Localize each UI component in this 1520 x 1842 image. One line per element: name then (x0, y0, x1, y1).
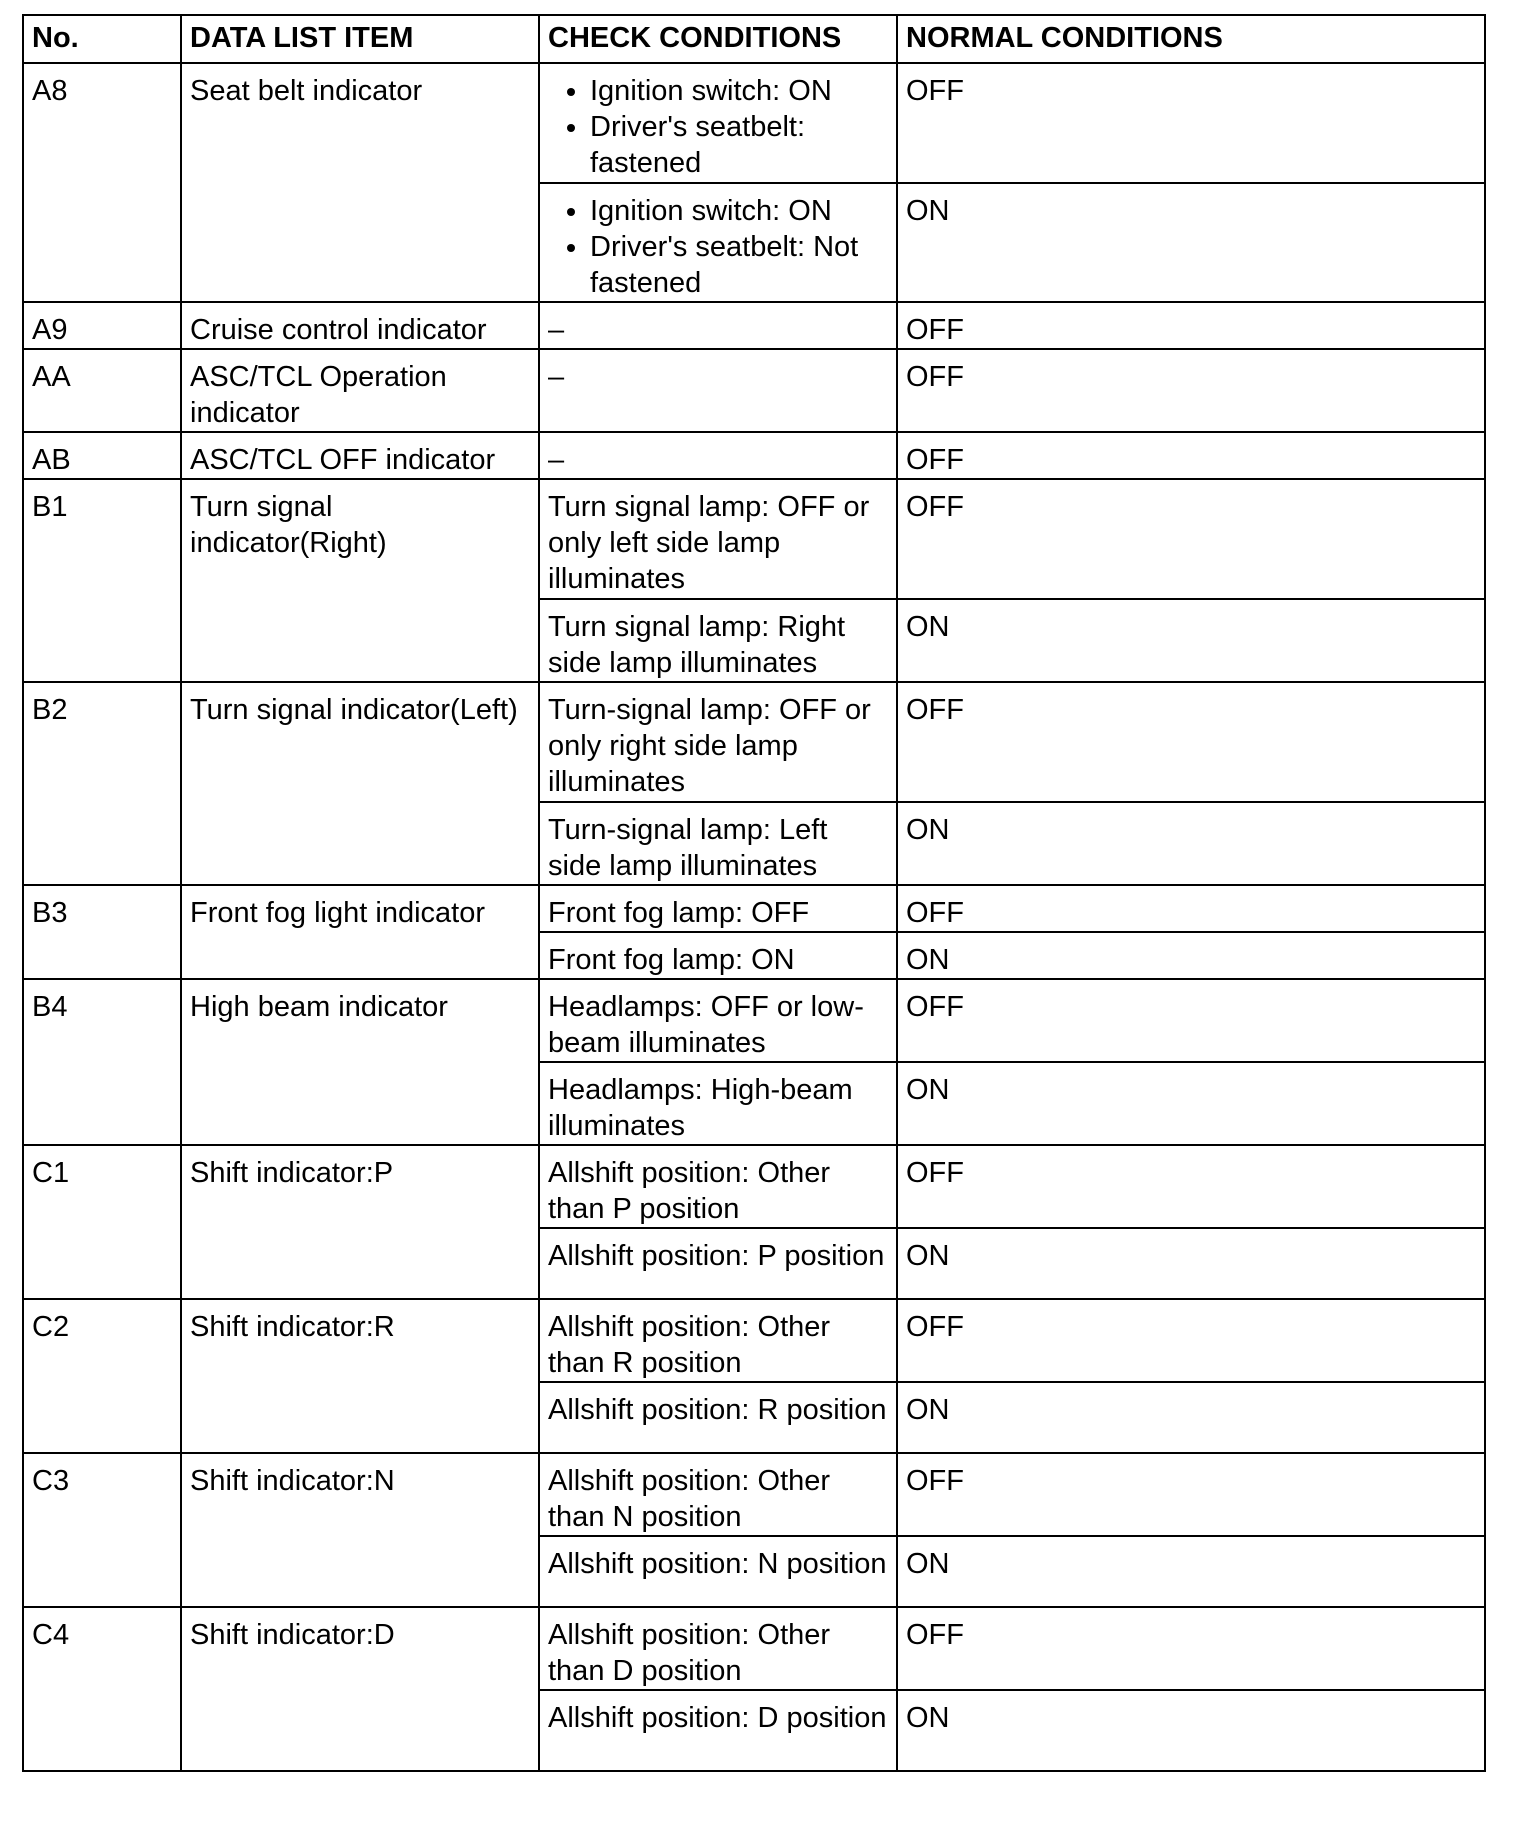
table-row (23, 1607, 1485, 1690)
cell-no: B1 (23, 479, 181, 682)
cell-check-condition: Front fog lamp: OFF (539, 885, 897, 932)
cell-no: AA (23, 349, 181, 432)
cell-check-condition: Turn signal lamp: OFF or only left side lamp illuminates (539, 479, 897, 599)
check-condition-list (548, 73, 888, 181)
cell-normal-condition: OFF (897, 63, 1485, 183)
cell-normal-condition: ON (897, 183, 1485, 302)
cell-check-condition: Allshift position: R position (539, 1382, 897, 1453)
cell-normal-condition: ON (897, 932, 1485, 979)
table-row (23, 302, 1485, 349)
table-row (23, 1145, 1485, 1228)
cell-normal-condition: OFF (897, 1145, 1485, 1228)
table-body (23, 63, 1485, 1771)
table-row (23, 1453, 1485, 1536)
cell-normal-condition: ON (897, 1536, 1485, 1607)
cell-data-list-item: Turn signal indicator(Right) (181, 479, 539, 682)
cell-normal-condition: ON (897, 802, 1485, 885)
cell-check-condition: Turn-signal lamp: Left side lamp illuminates (539, 802, 897, 885)
header-no: No. (23, 15, 181, 63)
cell-normal-condition: OFF (897, 885, 1485, 932)
cell-check-condition: – (539, 302, 897, 349)
cell-data-list-item: Cruise control indicator (181, 302, 539, 349)
cell-no: C1 (23, 1145, 181, 1299)
cell-data-list-item: Seat belt indicator (181, 63, 539, 302)
cell-check-condition: Allshift position: D position (539, 1690, 897, 1771)
cell-check-condition: Allshift position: Other than P position (539, 1145, 897, 1228)
cell-no: B2 (23, 682, 181, 885)
cell-data-list-item: Shift indicator:D (181, 1607, 539, 1771)
cell-check-condition: Turn signal lamp: Right side lamp illuminates (539, 599, 897, 682)
table-row (23, 432, 1485, 479)
cell-normal-condition: OFF (897, 302, 1485, 349)
cell-normal-condition: ON (897, 599, 1485, 682)
cell-data-list-item: Shift indicator:P (181, 1145, 539, 1299)
cell-no: AB (23, 432, 181, 479)
cell-data-list-item: Shift indicator:R (181, 1299, 539, 1453)
cell-no: B4 (23, 979, 181, 1145)
cell-check-condition: Front fog lamp: ON (539, 932, 897, 979)
cell-no: C2 (23, 1299, 181, 1453)
cell-check-condition: – (539, 349, 897, 432)
cell-no: B3 (23, 885, 181, 979)
cell-data-list-item: ASC/TCL Operation indicator (181, 349, 539, 432)
cell-normal-condition: OFF (897, 1607, 1485, 1690)
table-row (23, 479, 1485, 599)
cell-data-list-item: High beam indicator (181, 979, 539, 1145)
cell-check-condition: Allshift position: Other than N position (539, 1453, 897, 1536)
cell-normal-condition: OFF (897, 1299, 1485, 1382)
data-list-table (22, 14, 1486, 1772)
cell-no: A8 (23, 63, 181, 302)
cell-no: A9 (23, 302, 181, 349)
cell-check-condition: Headlamps: High-beam illuminates (539, 1062, 897, 1145)
check-condition-list (548, 193, 888, 301)
cell-check-condition: Allshift position: N position (539, 1536, 897, 1607)
cell-data-list-item: Turn signal indicator(Left) (181, 682, 539, 885)
cell-normal-condition: ON (897, 1228, 1485, 1299)
cell-normal-condition: OFF (897, 432, 1485, 479)
check-condition-bullet: • Driver's seatbelt: fastened (590, 109, 888, 181)
table-row (23, 63, 1485, 183)
cell-data-list-item: Shift indicator:N (181, 1453, 539, 1607)
cell-check-condition: Headlamps: OFF or low-beam illuminates (539, 979, 897, 1062)
cell-check-condition: Allshift position: Other than D position (539, 1607, 897, 1690)
cell-check-condition: – (539, 432, 897, 479)
header-row (23, 15, 1485, 63)
cell-normal-condition: OFF (897, 682, 1485, 802)
table-row (23, 682, 1485, 802)
cell-normal-condition: ON (897, 1382, 1485, 1453)
check-condition-bullet: • Ignition switch: ON (590, 193, 888, 229)
header-check-conditions: CHECK CONDITIONS (539, 15, 897, 63)
cell-no: C4 (23, 1607, 181, 1771)
check-condition-bullet: • Driver's seatbelt: Not fastened (590, 229, 888, 301)
check-condition-bullet: • Ignition switch: ON (590, 73, 888, 109)
cell-check-condition: Allshift position: P position (539, 1228, 897, 1299)
cell-normal-condition: OFF (897, 979, 1485, 1062)
cell-check-condition: Allshift position: Other than R position (539, 1299, 897, 1382)
table-row (23, 885, 1485, 932)
cell-normal-condition: OFF (897, 479, 1485, 599)
cell-data-list-item: Front fog light indicator (181, 885, 539, 979)
cell-check-condition: Turn-signal lamp: OFF or only right side lamp illuminates (539, 682, 897, 802)
cell-normal-condition: ON (897, 1690, 1485, 1771)
table-row (23, 979, 1485, 1062)
header-normal-conditions: NORMAL CONDITIONS (897, 15, 1485, 63)
table-row (23, 1299, 1485, 1382)
cell-check-condition (539, 183, 897, 302)
cell-normal-condition: ON (897, 1062, 1485, 1145)
cell-check-condition (539, 63, 897, 183)
table-row (23, 349, 1485, 432)
cell-normal-condition: OFF (897, 1453, 1485, 1536)
cell-normal-condition: OFF (897, 349, 1485, 432)
header-data-list-item: DATA LIST ITEM (181, 15, 539, 63)
cell-no: C3 (23, 1453, 181, 1607)
cell-data-list-item: ASC/TCL OFF indicator (181, 432, 539, 479)
